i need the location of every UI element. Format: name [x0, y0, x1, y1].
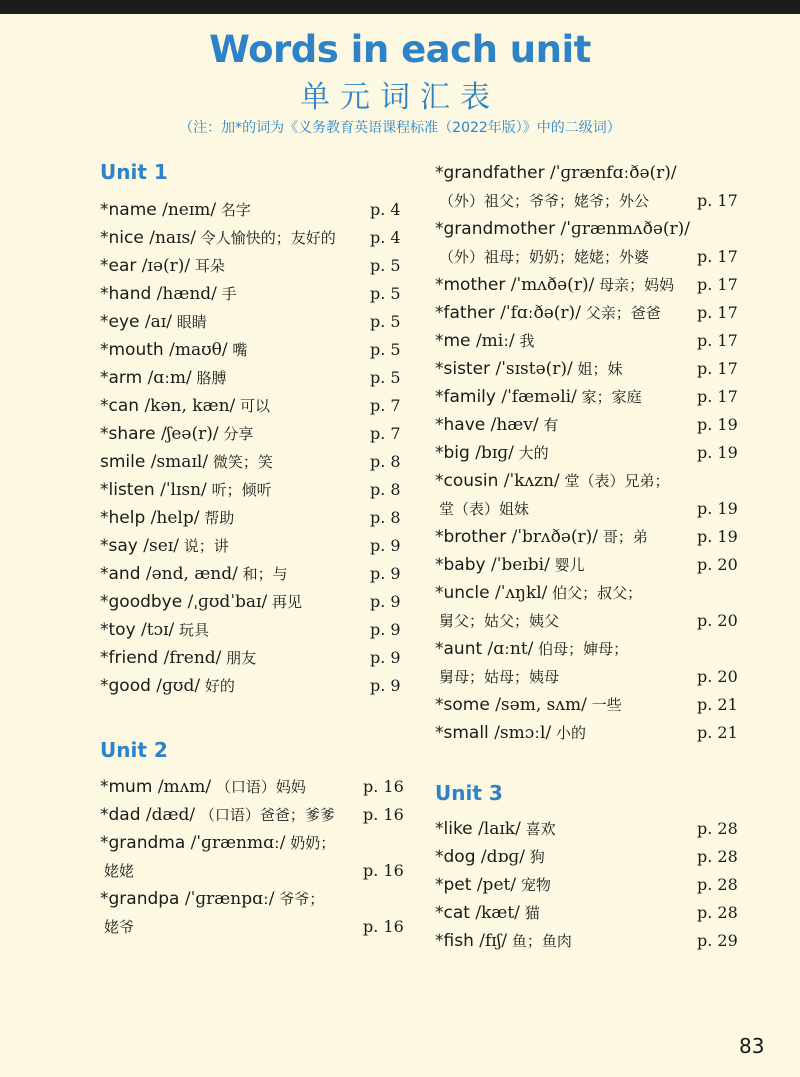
vocab-entry-page: p. 28 [697, 903, 738, 922]
vocab-entry-text: *dad /dæd/ （口语）爸爸；爹爹 [100, 805, 335, 825]
vocab-entry-page: p. 19 [697, 499, 738, 518]
vocab-entry [435, 691, 737, 719]
vocab-entry-page: p. 17 [697, 359, 738, 378]
vocab-entry-page: p. 28 [697, 875, 738, 894]
vocab-entry-text: *father /ˈfɑːðə(r)/ 父亲；爸爸 [435, 303, 661, 323]
vocab-entry-page: p. 8 [370, 452, 401, 471]
vocab-entry [100, 448, 410, 476]
vocab-entry [435, 439, 737, 467]
vocab-entry [435, 187, 737, 215]
vocab-entry-page: p. 16 [363, 917, 404, 936]
vocab-entry [435, 815, 737, 843]
vocab-entry-text: *mum /mʌm/ （口语）妈妈 [100, 777, 306, 797]
vocab-entry-page: p. 20 [697, 555, 738, 574]
vocab-entry-text: smile /smaɪl/ 微笑；笑 [100, 452, 273, 472]
vocab-entry [100, 224, 410, 252]
page-note: （注：加*的词为《义务教育英语课程标准（2022年版）》中的二级词） [179, 120, 621, 136]
vocab-entry-page: p. 7 [370, 424, 401, 443]
vocab-entry [100, 857, 403, 885]
vocab-entry-page: p. 16 [363, 861, 404, 880]
vocab-entry [435, 159, 737, 187]
vocab-entry [435, 871, 737, 899]
vocab-entry [435, 467, 737, 495]
vocab-entry-text: *brother /ˈbrʌðə(r)/ 哥；弟 [435, 527, 648, 547]
vocab-entry-page: p. 4 [370, 228, 401, 247]
vocab-entry [435, 899, 737, 927]
vocab-entry-text: *goodbye /ˌɡʊdˈbaɪ/ 再见 [100, 592, 302, 612]
vocab-entry-text: *family /ˈfæməli/ 家；家庭 [435, 387, 642, 407]
vocab-entry-page: p. 9 [370, 536, 401, 555]
vocab-entry-text: *listen /ˈlɪsn/ 听；倾听 [100, 480, 272, 500]
vocab-entry-text: *and /ənd, ænd/ 和；与 [100, 564, 288, 584]
vocab-entry [100, 672, 410, 700]
vocab-entry-page: p. 4 [370, 200, 401, 219]
vocab-entry [435, 271, 737, 299]
vocab-entry-page: p. 28 [697, 819, 738, 838]
vocab-entry [100, 392, 410, 420]
vocab-entry-text: *say /seɪ/ 说；讲 [100, 536, 229, 556]
vocab-entry-page: p. 5 [370, 256, 401, 275]
vocab-entry [435, 495, 737, 523]
vocab-entry-page: p. 17 [697, 191, 738, 210]
vocab-entry-text: *dog /dɒɡ/ 狗 [435, 847, 545, 867]
vocab-entry-page: p. 21 [697, 723, 738, 742]
vocab-entry [100, 885, 403, 913]
vocab-entry [435, 355, 737, 383]
vocab-entry-text: 姥爷 [104, 918, 135, 936]
vocab-entry-text: 舅父；姑父；姨父 [439, 612, 560, 630]
vocab-entry-text: *big /bɪɡ/ 大的 [435, 443, 549, 463]
vocab-entry-text: *cat /kæt/ 猫 [435, 903, 540, 923]
vocab-entry-text: *aunt /ɑːnt/ 伯母；婶母； [435, 639, 629, 659]
vocab-entry-text: *help /help/ 帮助 [100, 508, 235, 528]
vocab-entry-text: *toy /tɔɪ/ 玩具 [100, 620, 210, 640]
vocab-entry-text: *share /ʃeə(r)/ 分享 [100, 424, 254, 444]
vocab-entry-text: *like /laɪk/ 喜欢 [435, 819, 556, 839]
vocab-entry [100, 420, 410, 448]
vocab-entry-text: *some /səm, sʌm/ 一些 [435, 695, 622, 715]
vocab-entry [435, 299, 737, 327]
vocab-entry [100, 773, 403, 801]
vocab-entry-text: *uncle /ˈʌŋkl/ 伯父；叔父； [435, 583, 643, 603]
vocab-entry-text: *grandfather /ˈɡrænfɑːðə(r)/ [435, 163, 677, 183]
vocab-entry [100, 476, 410, 504]
vocab-entry-page: p. 8 [370, 480, 401, 499]
vocab-entry-text: *ear /ɪə(r)/ 耳朵 [100, 256, 225, 276]
vocab-entry-page: p. 9 [370, 676, 401, 695]
vocab-entry-text: *name /neɪm/ 名字 [100, 200, 251, 220]
vocab-entry [435, 551, 737, 579]
vocab-entry-text: *sister /ˈsɪstə(r)/ 姐；妹 [435, 359, 623, 379]
vocab-entry-text: *small /smɔːl/ 小的 [435, 723, 586, 743]
vocab-entry-page: p. 8 [370, 508, 401, 527]
vocab-entry-page: p. 9 [370, 648, 401, 667]
vocab-entry [100, 913, 403, 941]
vocab-entry-text: *friend /frend/ 朋友 [100, 648, 257, 668]
vocab-entry-page: p. 16 [363, 805, 404, 824]
vocab-entry-page: p. 19 [697, 415, 738, 434]
vocab-entry-text: *grandma /ˈɡrænmɑː/ 奶奶； [100, 833, 336, 853]
vocab-entry-page: p. 20 [697, 667, 738, 686]
vocab-entry-text: 姥姥 [104, 862, 135, 880]
top-bar [0, 0, 800, 14]
vocab-entry-text: *have /hæv/ 有 [435, 415, 559, 435]
vocab-entry-text: *pet /pet/ 宠物 [435, 875, 551, 895]
vocab-entry [435, 383, 737, 411]
vocab-entry-text: *baby /ˈbeɪbi/ 婴儿 [435, 555, 585, 575]
vocab-entry [100, 588, 410, 616]
vocab-entry [435, 719, 737, 747]
vocab-entry-text: *nice /naɪs/ 令人愉快的；友好的 [100, 228, 336, 248]
vocab-entry [435, 327, 737, 355]
vocab-entry-text: *grandmother /ˈɡrænmʌðə(r)/ [435, 219, 691, 239]
vocab-entry-text: *me /miː/ 我 [435, 331, 535, 351]
vocab-entry-page: p. 17 [697, 387, 738, 406]
vocab-entry [100, 532, 410, 560]
vocab-entry-page: p. 9 [370, 620, 401, 639]
vocab-entry-text: *hand /hænd/ 手 [100, 284, 237, 304]
vocab-entry-page: p. 19 [697, 527, 738, 546]
vocab-entry [435, 215, 737, 243]
vocab-entry-text: *arm /ɑːm/ 胳膊 [100, 368, 227, 388]
vocab-entry [100, 504, 410, 532]
vocab-entry-text: *grandpa /ˈɡrænpɑː/ 爷爷； [100, 889, 325, 909]
vocab-entry-text: *mother /ˈmʌðə(r)/ 母亲；妈妈 [435, 275, 675, 295]
vocab-entry [100, 252, 410, 280]
page-number: 83 [739, 1034, 765, 1058]
vocab-entry-text: *eye /aɪ/ 眼睛 [100, 312, 207, 332]
vocab-entry-text: *cousin /ˈkʌzn/ 堂（表）兄弟； [435, 471, 670, 491]
vocab-entry-page: p. 9 [370, 592, 401, 611]
vocab-entry-text: *can /kən, kæn/ 可以 [100, 396, 271, 416]
vocab-entry-text: （外）祖父；爷爷；姥爷；外公 [439, 192, 650, 210]
vocab-entry [435, 843, 737, 871]
vocab-entry-page: p. 29 [697, 931, 738, 950]
vocab-entry [100, 196, 410, 224]
vocab-entry-page: p. 21 [697, 695, 738, 714]
vocab-entry [100, 829, 403, 857]
vocab-entry [100, 308, 410, 336]
vocab-entry-page: p. 16 [363, 777, 404, 796]
vocab-entry-text: *good /ɡʊd/ 好的 [100, 676, 235, 696]
vocab-entry-page: p. 5 [370, 312, 401, 331]
vocab-entry [435, 635, 737, 663]
vocab-entry [435, 663, 737, 691]
vocab-entry-page: p. 17 [697, 303, 738, 322]
vocab-entry-page: p. 5 [370, 284, 401, 303]
vocab-entry [100, 280, 410, 308]
vocab-entry [100, 616, 410, 644]
vocab-entry-page: p. 17 [697, 275, 738, 294]
vocab-entry [100, 644, 410, 672]
page-subtitle: 单元词汇表 [300, 80, 500, 115]
vocab-entry-page: p. 17 [697, 247, 738, 266]
vocab-entry [435, 927, 737, 955]
unit-heading: Unit 3 [435, 781, 503, 805]
vocab-entry-page: p. 7 [370, 396, 401, 415]
page-title: Words in each unit [209, 28, 591, 71]
vocab-entry-text: *fish /fɪʃ/ 鱼；鱼肉 [435, 931, 572, 951]
vocab-entry-page: p. 9 [370, 564, 401, 583]
vocab-entry-text: *mouth /maʊθ/ 嘴 [100, 340, 248, 360]
vocab-entry-text: （外）祖母；奶奶；姥姥；外婆 [439, 248, 650, 266]
vocab-entry [435, 607, 737, 635]
vocab-entry [100, 560, 410, 588]
vocab-entry [435, 579, 737, 607]
vocab-entry-page: p. 28 [697, 847, 738, 866]
vocab-entry-page: p. 17 [697, 331, 738, 350]
vocab-entry [100, 364, 410, 392]
vocab-entry [435, 523, 737, 551]
vocab-entry-page: p. 19 [697, 443, 738, 462]
vocab-entry [100, 336, 410, 364]
vocab-entry [100, 801, 403, 829]
vocab-entry-text: 堂（表）姐妹 [439, 500, 530, 518]
unit-heading: Unit 1 [100, 160, 168, 184]
vocab-entry-page: p. 5 [370, 340, 401, 359]
vocab-entry [435, 411, 737, 439]
vocab-entry-page: p. 20 [697, 611, 738, 630]
vocab-entry-text: 舅母；姑母；姨母 [439, 668, 560, 686]
vocab-entry-page: p. 5 [370, 368, 401, 387]
unit-heading: Unit 2 [100, 738, 168, 762]
vocab-entry [435, 243, 737, 271]
